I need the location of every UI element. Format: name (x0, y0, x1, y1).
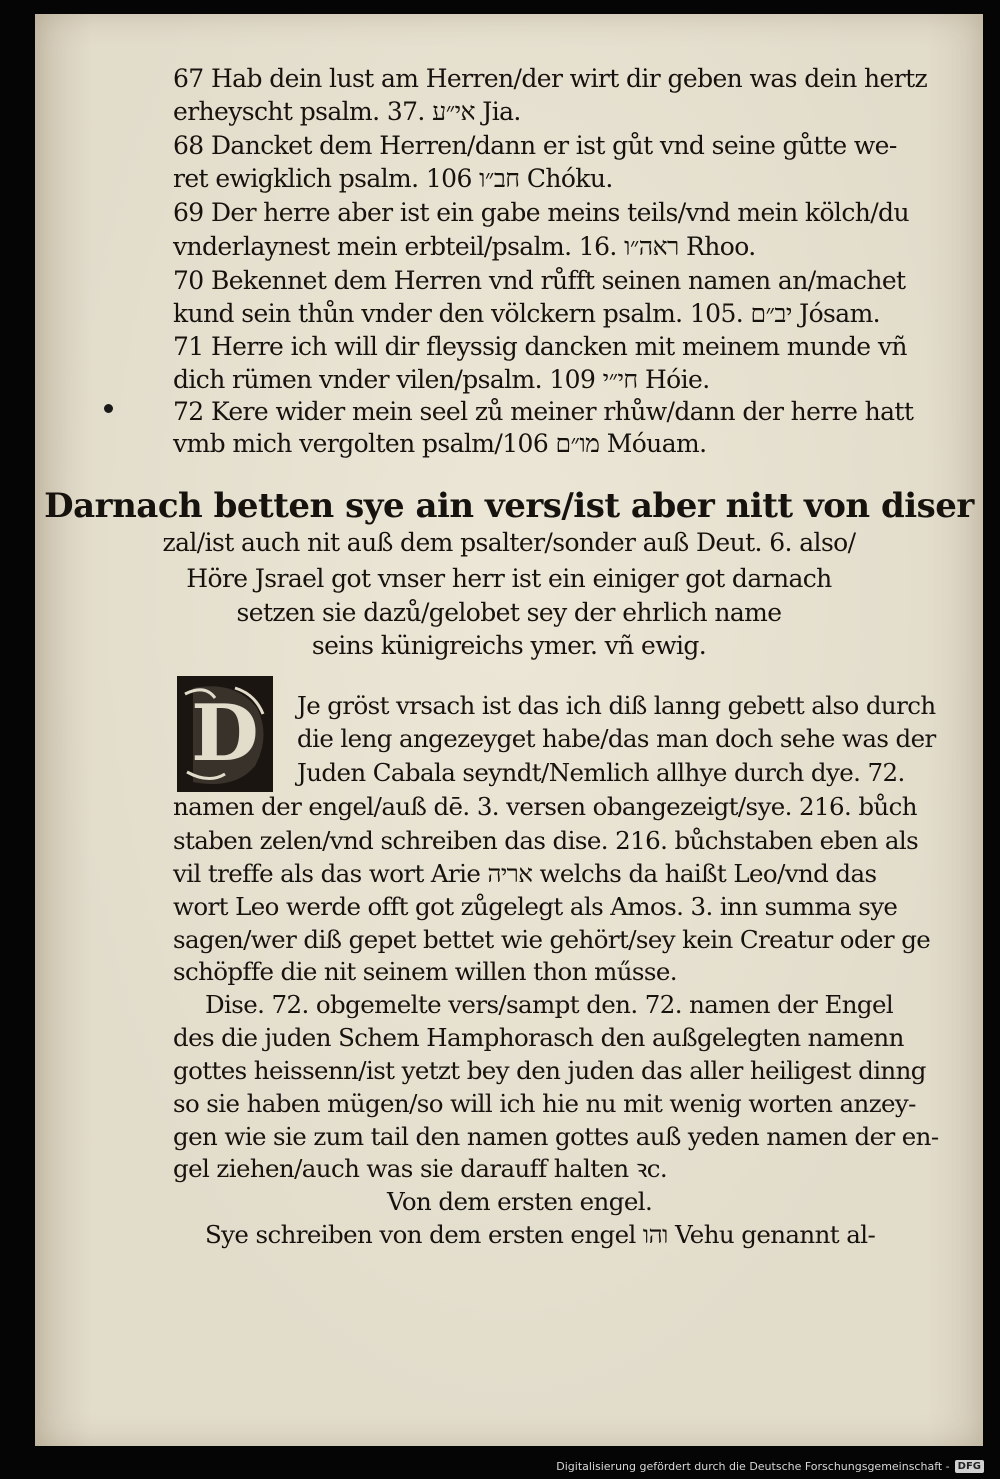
heading-line: setzen sie dazů/gelobet sey der ehrlich name (236, 598, 782, 627)
page-spot (104, 404, 113, 413)
psalm-line: dich rümen vnder vilen/psalm. 109 חי״י Hóie. (173, 365, 710, 394)
body-line: Je gröst vrsach ist das ich diß lanng gebett also durch (297, 691, 936, 720)
psalm-line: kund sein thůn vnder den völckern psalm. 105. יב״ם Jósam. (173, 299, 881, 328)
heading-line: seins künigreichs ymer. vñ ewig. (311, 631, 707, 660)
psalm-line: 67 Hab dein lust am Herren/der wirt dir geben was dein hertz (173, 64, 928, 93)
heading-line: zal/ist auch nit auß dem psalter/sonder auß Deut. 6. also/ (162, 528, 856, 557)
initial-letter: D (191, 688, 259, 779)
body-line: namen der engel/auß dē. 3. versen obangezeigt/sye. 216. bůch (173, 792, 917, 821)
body-line: gel ziehen/auch was sie darauff halten ꝛc. (173, 1154, 668, 1183)
psalm-line: 69 Der herre aber ist ein gabe meins teils/vnd mein kölch/du (173, 198, 909, 227)
footer-text: Digitalisierung gefördert durch die Deutsche Forschungsgemeinschaft - (556, 1460, 950, 1473)
body-line: des die juden Schem Hamphorasch den außgelegten namenn (173, 1023, 904, 1052)
psalm-line: 71 Herre ich will dir fleyssig dancken mit meinem munde vñ (173, 332, 907, 361)
psalm-line: 72 Kere wider mein seel zů meiner rhůw/dann der herre hatt (173, 397, 914, 426)
body-line: so sie haben mügen/so will ich hie nu mit wenig worten anzey- (173, 1089, 916, 1118)
body-line: die leng angezeyget habe/das man doch sehe was der (297, 724, 936, 753)
body-line: wort Leo werde offt got zůgelegt als Amos. 3. inn summa sye (173, 892, 898, 921)
body-line: gen wie sie zum tail den namen gottes auß yeden namen der en- (173, 1122, 939, 1151)
psalm-line: vnderlaynest mein erbteil/psalm. 16. ראה״ו Rhoo. (173, 232, 756, 261)
decorative-initial (175, 674, 275, 794)
psalm-line: ret ewigklich psalm. 106 חב״ו Chóku. (173, 164, 613, 193)
body-line: sagen/wer diß gepet bettet wie gehört/sey kein Creatur oder ge (173, 925, 931, 954)
subheading: Von dem ersten engel. (387, 1187, 653, 1216)
heading-line: Höre Jsrael got vnser herr ist ein einiger got darnach (186, 564, 832, 593)
psalm-line: erheyscht psalm. 37. אי״ע Jia. (173, 97, 521, 126)
section-heading: Darnach betten sye ain vers/ist aber nitt von diser (44, 486, 974, 526)
body-line: Sye schreiben von dem ersten engel והו Vehu genannt al- (205, 1220, 876, 1249)
body-line: staben zelen/vnd schreiben das dise. 216. bůchstaben eben als (173, 826, 919, 855)
body-line: gottes heissenn/ist yetzt bey den juden das aller heiligest dinng (173, 1056, 926, 1085)
body-line: schöpffe die nit seinem willen thon műsse. (173, 957, 677, 986)
body-line: vil treffe als das wort Arie אריה welchs da haißt Leo/vnd das (173, 859, 877, 888)
psalm-line: 68 Dancket dem Herren/dann er ist gůt vnd seine gůtte we- (173, 131, 897, 160)
psalm-line: 70 Bekennet dem Herren vnd růfft seinen namen an/machet (173, 266, 906, 295)
psalm-line: vmb mich vergolten psalm/106 מו״ם Móuam. (173, 429, 707, 458)
footer (556, 1460, 984, 1473)
book-page (35, 14, 983, 1446)
dfg-logo: DFG (955, 1460, 984, 1473)
body-line: Juden Cabala seyndt/Nemlich allhye durch dye. 72. (297, 758, 905, 787)
body-line: Dise. 72. obgemelte vers/sampt den. 72. namen der Engel (205, 990, 894, 1019)
